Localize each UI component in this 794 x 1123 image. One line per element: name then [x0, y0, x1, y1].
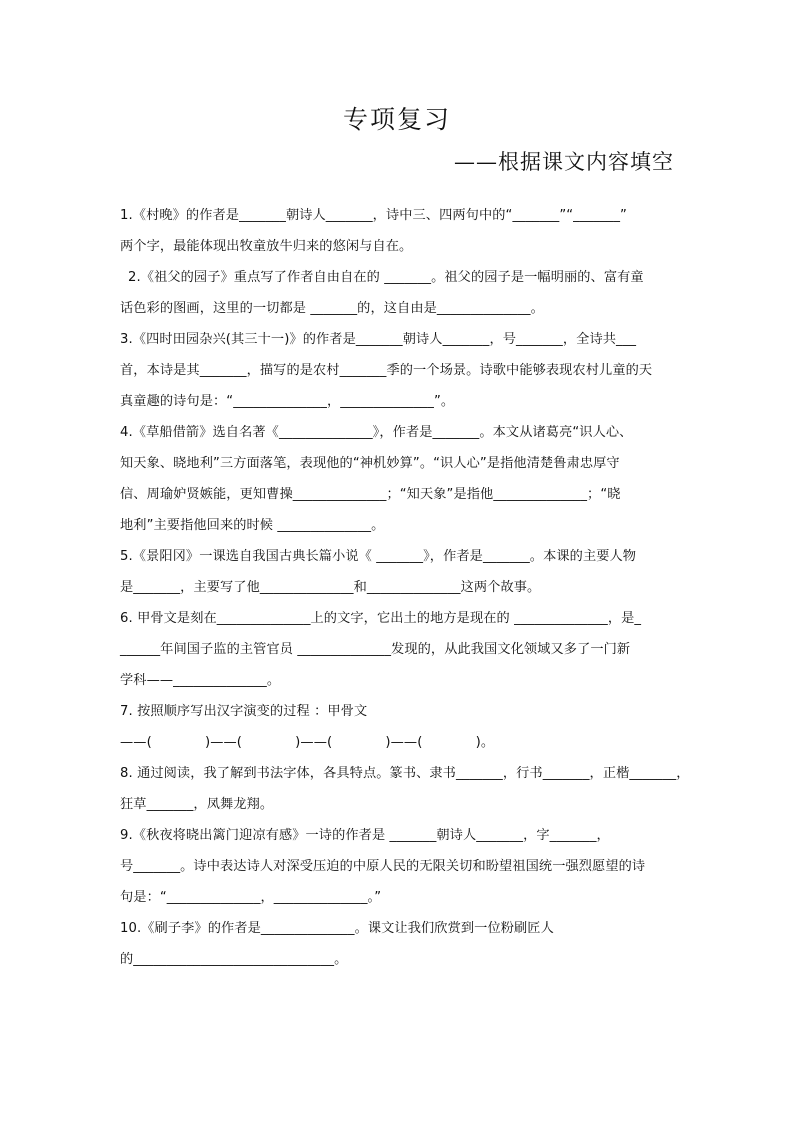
- q9-line-3: 句是：“______________，______________。”: [120, 890, 382, 905]
- q4-line-4: 地利”主要指他回来的时候 ______________。: [120, 518, 385, 533]
- q4-line-2: 知天象、晓地利”三方面落笔，表现他的“神机妙算”。“识人心”是指他清楚鲁肃忠厚守: [120, 456, 620, 471]
- page-title: 专项复习: [342, 105, 451, 134]
- q7-line-1: 7. 按照顺序写出汉字演变的过程 ：甲骨文: [120, 704, 368, 719]
- q1-line-1: 1.《村晚》的作者是_______朝诗人_______，诗中三、四两句中的“_______”“_______”: [120, 208, 627, 223]
- q1-line-2: 两个字，最能体现出牧童放牛归来的悠闲与自在。: [120, 239, 413, 254]
- q5-line-1: 5.《景阳冈》一课选自我国古典长篇小说《 _______》，作者是_______。本课的主要人物: [120, 549, 637, 564]
- question-list: [120, 200, 690, 975]
- q4-line-3: 信、周瑜妒贤嫉能，更知曹操______________；“知天象”是指他______________；“晓: [120, 487, 621, 502]
- q3-line-3: 真童趣的诗句是：“______________，______________”。: [120, 394, 455, 409]
- q10-line-1: 10.《刷子李》的作者是______________。课文让我们欣赏到一位粉刷匠人: [120, 921, 554, 936]
- q8-line-1: 8. 通过阅读，我了解到书法字体，各具特点。篆书、隶书_______，行书_______，正楷_______，: [120, 766, 690, 781]
- q2-line-1: 2.《祖父的园子》重点写了作者自由自在的 _______。祖父的园子是一幅明丽的、富有童: [128, 270, 644, 285]
- q2-line-2: 话色彩的图画，这里的一切都是 _______的，这自由是______________。: [120, 301, 544, 316]
- q6-line-1: 6. 甲骨文是刻在______________上的文字，它出土的地方是现在的 ______________，是_: [120, 611, 642, 626]
- q10-line-2: 的______________________________。: [120, 952, 348, 967]
- q4-line-1: 4.《草船借箭》选自名著《______________》，作者是_______。本文从诸葛亮“识人心、: [120, 425, 633, 440]
- page-subtitle: ——根据课文内容填空: [454, 150, 674, 174]
- q5-line-2: 是_______，主要写了他______________和______________这两个故事。: [120, 580, 541, 595]
- q7-line-2: ——( )——( )——( )——( )。: [120, 735, 495, 750]
- q6-line-2: ______年间国子监的主管官员 ______________发现的，从此我国文化领域又多了一门新: [120, 642, 631, 657]
- q9-line-1: 9.《秋夜将晓出篱门迎凉有感》一诗的作者是 _______朝诗人_______，字_______，: [120, 828, 610, 843]
- q3-line-2: 首，本诗是其_______，描写的是农村_______季的一个场景。诗歌中能够表现农村儿童的天: [120, 363, 653, 378]
- q8-line-2: 狂草_______，凤舞龙翔。: [120, 797, 274, 812]
- q9-line-2: 号_______。诗中表达诗人对深受压迫的中原人民的无限关切和盼望祖国统一强烈愿望的诗: [120, 859, 646, 874]
- q3-line-1: 3.《四时田园杂兴(其三十一)》的作者是_______朝诗人_______，号_______，全诗共___: [120, 332, 637, 347]
- q6-line-3: 学科——______________。: [120, 673, 281, 688]
